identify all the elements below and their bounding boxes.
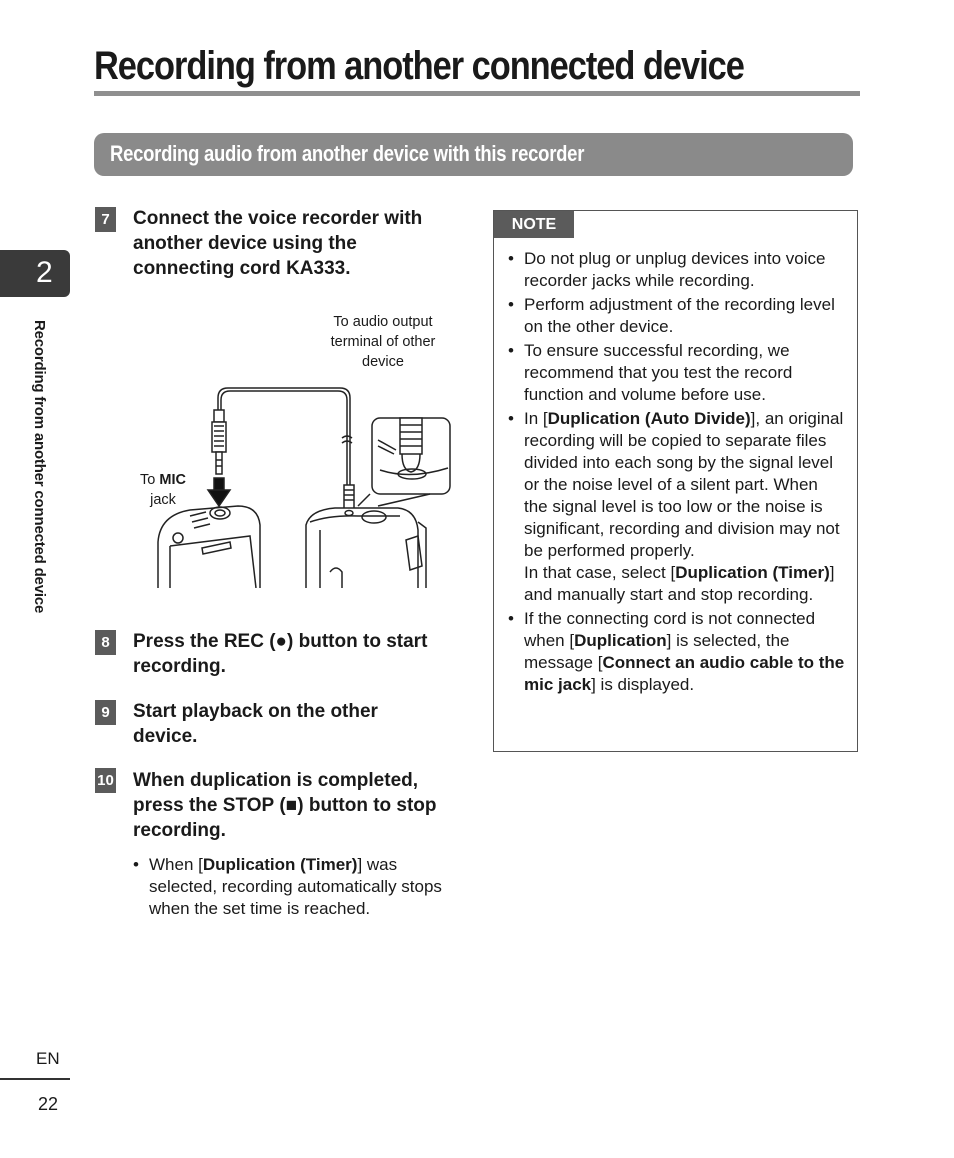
list-item <box>133 854 443 920</box>
text-bold: Duplication (Auto Divide) <box>547 409 751 428</box>
step-text-part: When duplication is completed, press the <box>133 770 419 816</box>
section-banner <box>94 133 853 176</box>
cable-diagram <box>130 310 460 588</box>
connection-figure <box>130 310 460 588</box>
step-text-part: Press the <box>133 631 224 652</box>
page-number: 22 <box>38 1094 59 1114</box>
note-list <box>508 248 846 698</box>
list-item: • Perform adjustment of the recording level on the other device. <box>508 294 846 338</box>
text-bold: Duplication (Timer) <box>202 855 358 874</box>
text-bold: Duplication (Timer) <box>675 563 830 582</box>
list-item <box>508 608 846 696</box>
list-item <box>508 408 846 606</box>
step-text-part: (●) button to start recording. <box>133 631 428 677</box>
step-keyword: REC <box>223 631 264 652</box>
step-text: Connect the voice recorder with another device using the connecting cord KA333. <box>133 208 423 279</box>
chapter-number: 2 <box>36 256 53 289</box>
step10-bullet-list <box>133 854 443 920</box>
text-part: ] is displayed. <box>591 675 695 694</box>
list-item: • Do not plug or unplug devices into voice recorder jacks while recording. <box>508 248 846 292</box>
text-part: In that case, select [ <box>524 563 676 582</box>
callout-mic-suffix: jack <box>150 492 176 508</box>
step-number: 9 <box>95 700 116 725</box>
note-box <box>493 210 858 752</box>
text-part: ] and manually start and stop recording. <box>524 563 835 604</box>
list-item: • To ensure successful recording, we recommend that you test the record function and volume before use. <box>508 340 846 406</box>
page-title: Recording from another connected device <box>94 44 744 88</box>
callout-audio-output: To audio output terminal of other device <box>330 314 436 370</box>
title-rule <box>94 91 860 96</box>
text-part: In [ <box>524 409 548 428</box>
callout-mic-bold: MIC <box>159 472 186 488</box>
text-part: ] was selected, recording automatically stops when the set time is reached. <box>149 855 442 918</box>
side-label: Recording from another connected device <box>31 320 48 614</box>
step-text <box>133 629 453 679</box>
chapter-tab <box>0 250 70 297</box>
callout-mic-prefix: To <box>140 472 160 488</box>
step-text-part: (■) button to stop recording. <box>133 795 437 841</box>
text-bold: Duplication <box>574 631 667 650</box>
note-label: NOTE <box>494 211 574 238</box>
step-keyword: STOP <box>222 795 275 816</box>
language-label: EN <box>36 1049 60 1068</box>
text-bold: Connect an audio cable to the mic jack <box>524 653 845 694</box>
step-text <box>133 768 463 843</box>
step-number: 7 <box>95 207 116 232</box>
step-number: 8 <box>95 630 116 655</box>
text-part: ] is selected, the message [ <box>524 631 790 672</box>
cable-line <box>218 388 350 485</box>
section-heading: Recording audio from another device with this recorder <box>110 141 585 166</box>
text-part: ], an original recording will be copied to separate files divided into each song by the signal level or the noise level of a silent part. When the signal level is too low or the noise is significant, recording and division may not be performed properly. <box>524 409 844 560</box>
step-number: 10 <box>95 768 116 793</box>
footer-rule <box>0 1078 70 1080</box>
text-part: When [ <box>149 855 203 874</box>
text-part: If the connecting cord is not connected when [ <box>524 609 816 650</box>
step-text: Start playback on the other device. <box>133 701 378 747</box>
